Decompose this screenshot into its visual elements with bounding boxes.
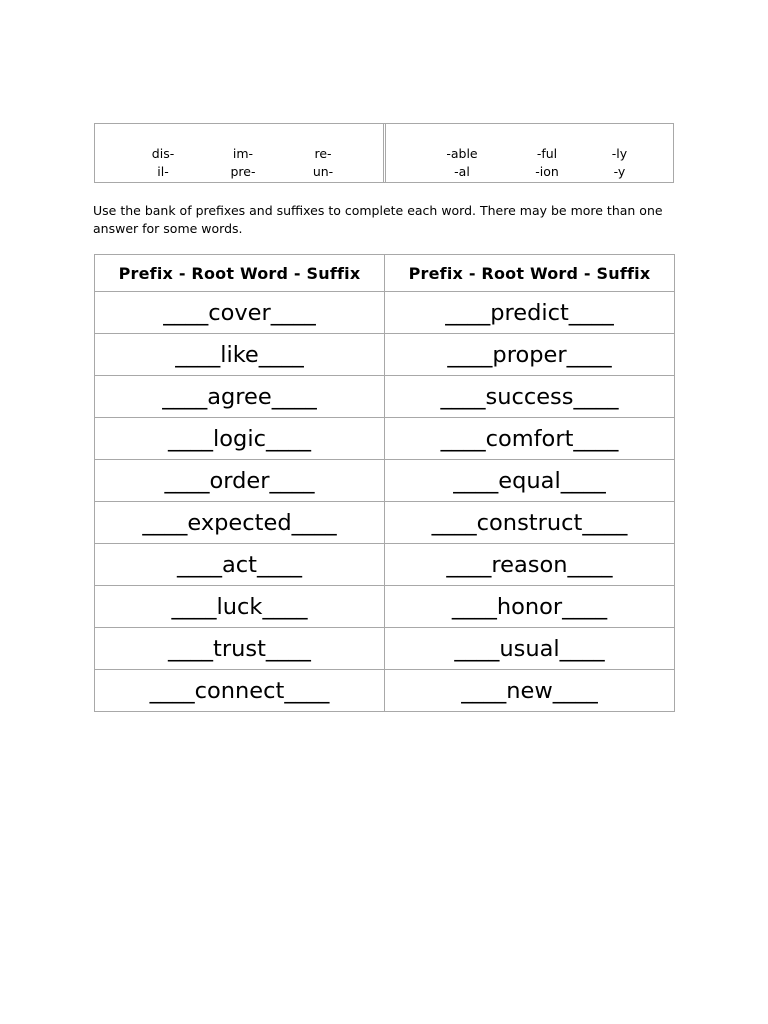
word-cell: ____proper____: [385, 334, 675, 376]
suffix-item: -ly: [611, 146, 628, 161]
word-cell: ____order____: [95, 460, 385, 502]
suffix-item: -able: [446, 146, 478, 161]
word-cell: ____connect____: [95, 670, 385, 712]
word-cell: ____honor____: [385, 586, 675, 628]
table-row: [95, 628, 675, 670]
word-cell: ____agree____: [95, 376, 385, 418]
prefix-item: im-: [232, 146, 254, 161]
prefix-item: un-: [312, 164, 334, 179]
suffix-item: -al: [454, 164, 470, 179]
word-cell: ____cover____: [95, 292, 385, 334]
word-cell: ____expected____: [95, 502, 385, 544]
word-cell: ____comfort____: [385, 418, 675, 460]
word-cell: ____success____: [385, 376, 675, 418]
word-cell: ____new____: [385, 670, 675, 712]
prefix-item: dis-: [151, 146, 175, 161]
table-row: [95, 502, 675, 544]
word-cell: ____luck____: [95, 586, 385, 628]
word-cell: ____predict____: [385, 292, 675, 334]
word-cell: ____construct____: [385, 502, 675, 544]
table-row: [95, 334, 675, 376]
suffix-item: -ion: [535, 164, 559, 179]
word-cell: ____trust____: [95, 628, 385, 670]
suffix-item: -ful: [536, 146, 558, 161]
word-cell: ____usual____: [385, 628, 675, 670]
word-cell: ____reason____: [385, 544, 675, 586]
suffix-list: [420, 145, 650, 181]
table-row: [95, 544, 675, 586]
table-row: [95, 418, 675, 460]
table-row: [95, 376, 675, 418]
word-cell: ____act____: [95, 544, 385, 586]
word-cell: ____like____: [95, 334, 385, 376]
column-header: Prefix - Root Word - Suffix: [385, 255, 675, 292]
table-row: [95, 460, 675, 502]
prefix-item: pre-: [230, 164, 256, 179]
word-cell: ____equal____: [385, 460, 675, 502]
table-row: [95, 292, 675, 334]
suffix-bank: [386, 124, 674, 182]
instructions-text: Use the bank of prefixes and suffixes to complete each word. There may be more than one answer for some words.: [93, 203, 663, 236]
word-table: [94, 254, 675, 712]
header-row: [95, 255, 675, 292]
prefix-bank: [95, 124, 386, 182]
prefix-item: re-: [314, 146, 332, 161]
prefix-list: [123, 145, 363, 181]
table-row: [95, 586, 675, 628]
table-row: [95, 670, 675, 712]
suffix-item: -y: [613, 164, 626, 179]
prefix-item: il-: [157, 164, 169, 179]
column-header: Prefix - Root Word - Suffix: [95, 255, 385, 292]
affix-bank: [94, 123, 674, 183]
word-cell: ____logic____: [95, 418, 385, 460]
